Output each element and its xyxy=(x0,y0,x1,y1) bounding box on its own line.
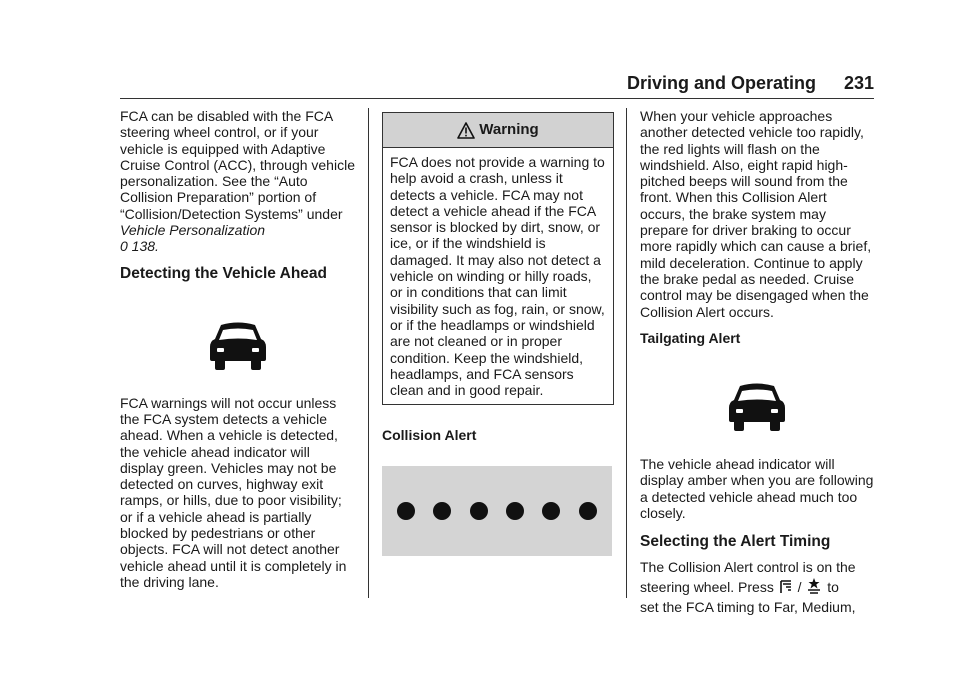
timing-gap-icon xyxy=(778,579,794,595)
vehicle-ahead-icon xyxy=(209,321,267,371)
warning-triangle-icon xyxy=(457,122,475,139)
alert-light-dot xyxy=(579,502,597,520)
paragraph: The vehicle ahead indicator will display amber when you are following a detected vehicle ahead much too closely. xyxy=(640,456,874,522)
collision-alert-timing-icon xyxy=(805,577,823,595)
warning-text: FCA does not provide a warning to help avoid a crash, unless it detects a vehicle. FCA may not detect a vehicle ahead if the FCA sensor is blocked by dirt, snow, or ice, or if the windshield is damaged. It may also not detect a vehicle on winding or hilly roads, or in conditions that can limit visibility such as fog, rain, or snow, or if the headlamps or windshield are not cleaned or in proper condition. Keep the windshield, headlamps, and FCA sensors clean and in good repair. xyxy=(390,154,605,399)
column-3 xyxy=(640,108,874,617)
section-heading: Selecting the Alert Timing xyxy=(640,533,831,551)
warning-box xyxy=(382,112,614,405)
section-heading: Detecting the Vehicle Ahead xyxy=(120,264,328,282)
alert-light-dot xyxy=(397,502,415,520)
alert-light-dot xyxy=(433,502,451,520)
subheading: Tailgating Alert xyxy=(640,329,741,346)
paragraph: FCA can be disabled with the FCA steering wheel control, or if your vehicle is equipped with Adaptive Cruise Control (ACC), through vehicle personalization. See the “Auto Collision Preparation” portion of “Collision/Detection Systems” under Vehicle Personalization 0 138. xyxy=(120,108,355,255)
alert-light-dot xyxy=(542,502,560,520)
paragraph: FCA warnings will not occur unless the FCA system detects a vehicle ahead. When a vehicle is detected, the vehicle ahead indicator will display green. Vehicles may not be detected on curves, highway exit ramps, or hills, due to poor visibility; or if a vehicle ahead is partially blocked by pedestrians or other objects. FCA will not detect another vehicle ahead until it is completely in the driving lane. xyxy=(120,394,347,590)
warning-header xyxy=(383,113,613,148)
page-reference[interactable]: 0 138. xyxy=(120,238,159,255)
page-header xyxy=(120,70,874,99)
cross-reference[interactable]: Vehicle Personalization xyxy=(120,222,266,239)
warning-title: Warning xyxy=(479,120,539,138)
paragraph: When your vehicle approaches another detected vehicle too rapidly, the red lights will flash on the windshield. Also, eight rapid high-pitched beeps will sound from the front. When this Collision Alert occurs, the brake system may prepare for driver braking to occur more rapidly which can cause a brief, mild deceleration. Continue to apply the brake pedal as needed. Cruise control may be disengaged when the Collision Alert occurs. xyxy=(640,108,872,320)
alert-light-dot xyxy=(470,502,488,520)
collision-alert-lights xyxy=(382,466,612,556)
alert-light-dot xyxy=(506,502,524,520)
vehicle-ahead-icon xyxy=(728,382,786,432)
paragraph: The Collision Alert control is on the steering wheel. Press / to set the FCA timing to Far, Medium, xyxy=(640,559,856,616)
column-divider xyxy=(626,108,627,598)
column-divider xyxy=(368,108,369,598)
column-1 xyxy=(120,108,356,590)
subheading: Collision Alert xyxy=(382,427,477,444)
page-number: 231 xyxy=(843,73,874,93)
section-title: Driving and Operating xyxy=(626,73,816,93)
column-2 xyxy=(382,108,614,556)
